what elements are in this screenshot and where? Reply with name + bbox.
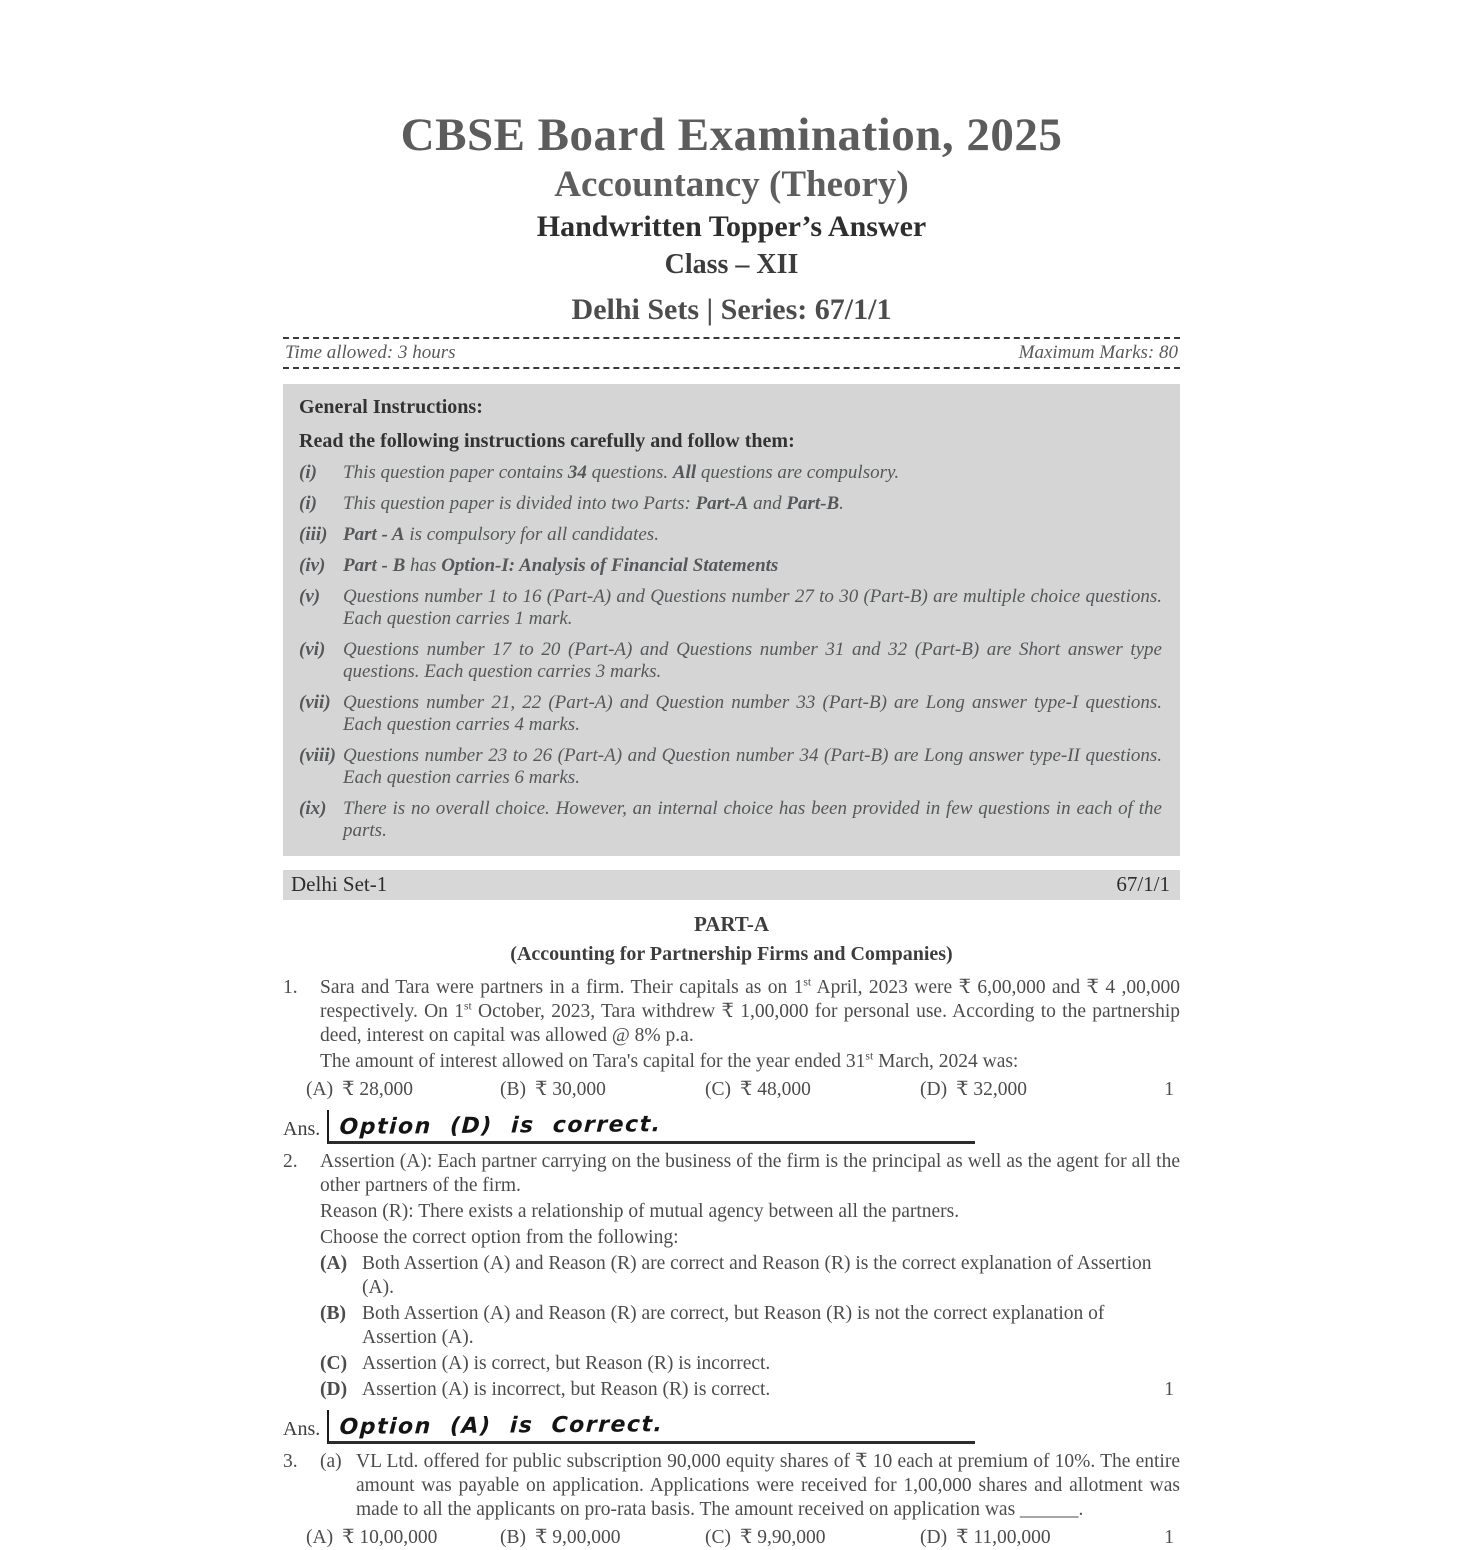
- question-3: [283, 1450, 1180, 1550]
- choice-b: (B) Both Assertion (A) and Reason (R) are correct, but Reason (R) is not the correct explanation of Assertion (A).: [320, 1302, 1180, 1350]
- exam-class: Class – XII: [664, 248, 799, 280]
- instruction-label: (i): [299, 462, 317, 484]
- question-3-text: VL Ltd. offered for public subscription 90,000 equity shares of ₹ 10 each at premium of 10%. The entire amount was payable on application. Applications were received for 1,00,000 shares and allotment was made to all the applicants on pro-rata basis. The amount received on application was ______.: [356, 1451, 1180, 1521]
- instruction-item: [299, 798, 1162, 842]
- exam-subject: Accountancy (Theory): [554, 163, 909, 205]
- instruction-text: Questions number 23 to 26 (Part-A) and Question number 34 (Part-B) are Long answer type-II questions. Each question carries 6 marks.: [343, 745, 1162, 789]
- instruction-text: This question paper is divided into two Parts: Part-A and Part-B.: [343, 493, 844, 515]
- choice-a: (A) Both Assertion (A) and Reason (R) are correct and Reason (R) is the correct explanation of Assertion (A).: [320, 1252, 1180, 1300]
- option-c: (C) ₹ 9,90,000: [705, 1527, 826, 1549]
- question-3-number: 3.: [283, 1451, 298, 1473]
- answer-2-handwriting: Option (A) is Correct.: [339, 1412, 664, 1441]
- instruction-item: [299, 692, 1162, 736]
- instruction-label: (iv): [299, 555, 326, 577]
- question-3-options: [306, 1526, 1180, 1550]
- instruction-item: [299, 639, 1162, 683]
- question-2-stem: Choose the correct option from the following:: [320, 1227, 679, 1249]
- instruction-item: [299, 555, 1162, 577]
- instruction-label: (v): [299, 586, 321, 608]
- part-subtitle: (Accounting for Partnership Firms and Companies): [510, 943, 953, 966]
- question-1-options: [306, 1078, 1180, 1102]
- instruction-text: Part - A is compulsory for all candidates.: [343, 524, 659, 546]
- question-1-body: [306, 975, 1180, 1102]
- instructions-subheading: Read the following instructions carefully and follow them:: [299, 430, 795, 453]
- instruction-item: [299, 493, 1162, 515]
- option-a: (A) ₹ 10,00,000: [306, 1527, 438, 1549]
- choice-d: (D) Assertion (A) is incorrect, but Reason (R) is correct. 1: [320, 1378, 1180, 1402]
- question-1-mark: 1: [1164, 1079, 1174, 1101]
- general-instructions-box: [283, 384, 1180, 856]
- option-d-value: ₹ 32,000: [956, 1079, 1027, 1101]
- instruction-label: (ix): [299, 798, 327, 820]
- question-2-mark: 1: [1164, 1379, 1174, 1401]
- instruction-item: [299, 524, 1162, 546]
- set-name: Delhi Set-1: [291, 871, 388, 896]
- option-c-value: ₹ 48,000: [740, 1079, 811, 1101]
- answer-1-row: [283, 1110, 1180, 1144]
- answer-label: Ans.: [283, 1118, 321, 1141]
- option-b-value: ₹ 9,00,000: [535, 1527, 621, 1549]
- question-1-stem: The amount of interest allowed on Tara's capital for the year ended 31st March, 2024 was:: [320, 1049, 1019, 1073]
- question-1-number: 1.: [283, 977, 298, 999]
- instructions-heading: General Instructions:: [299, 396, 483, 419]
- choice-a-text: Both Assertion (A) and Reason (R) are correct and Reason (R) is the correct explanation of Assertion (A).: [362, 1253, 1152, 1299]
- question-3-body: [306, 1450, 1180, 1550]
- instruction-text: Questions number 17 to 20 (Part-A) and Questions number 31 and 32 (Part-B) are Short answer type questions. Each question carries 3 marks.: [343, 639, 1162, 683]
- question-2: [283, 1150, 1180, 1402]
- option-a-value: ₹ 10,00,000: [342, 1527, 438, 1549]
- answer-1-handwriting: Option (D) is correct.: [339, 1112, 663, 1141]
- choice-c: (C) Assertion (A) is correct, but Reason (R) is incorrect.: [320, 1352, 1180, 1376]
- choice-b-text: Both Assertion (A) and Reason (R) are correct, but Reason (R) is not the correct explanation of Assertion (A).: [362, 1303, 1105, 1349]
- question-1: [283, 976, 1180, 1102]
- title-block: [283, 110, 1180, 327]
- set-bar: [283, 870, 1180, 900]
- instruction-label: (vii): [299, 692, 331, 714]
- question-3-part-a: [320, 1450, 1180, 1522]
- instruction-item: [299, 462, 1162, 484]
- answer-label: Ans.: [283, 1418, 321, 1441]
- instruction-text: Questions number 1 to 16 (Part-A) and Questions number 27 to 30 (Part-B) are multiple choice questions. Each question carries 1 mark.: [343, 586, 1162, 630]
- option-b: (B) ₹ 9,00,000: [500, 1527, 621, 1549]
- question-2-body: [320, 1150, 1180, 1402]
- instruction-text: Questions number 21, 22 (Part-A) and Question number 33 (Part-B) are Long answer type-I questions. Each question carries 4 marks.: [343, 692, 1162, 736]
- option-a-value: ₹ 28,000: [342, 1079, 413, 1101]
- exam-paper-page: [283, 0, 1180, 1550]
- choice-c-text: Assertion (A) is correct, but Reason (R) is incorrect.: [362, 1353, 771, 1375]
- answer-2-line: [327, 1410, 975, 1444]
- time-allowed: Time allowed: 3 hours: [285, 342, 456, 364]
- instruction-item: [299, 586, 1162, 630]
- option-b: (B) ₹ 30,000: [500, 1079, 606, 1101]
- instruction-label: (iii): [299, 524, 328, 546]
- maximum-marks: Maximum Marks: 80: [1018, 342, 1178, 364]
- part-title: PART-A: [693, 912, 770, 937]
- meta-row: [283, 337, 1180, 369]
- question-1-text: Sara and Tara were partners in a firm. Their capitals as on 1st April, 2023 were ₹ 6,00,000 and ₹ 4 ,00,000 respectively. On 1st October, 2023, Tara withdrew ₹ 1,00,000 for personal use. According to the partnership deed, interest on capital was allowed @ 8% p.a.: [320, 975, 1180, 1047]
- question-2-reason: Reason (R): There exists a relationship of mutual agency between all the partners.: [320, 1201, 960, 1223]
- choice-d-text: Assertion (A) is incorrect, but Reason (R) is correct.: [362, 1379, 771, 1401]
- question-2-assertion: Assertion (A): Each partner carrying on the business of the firm is the principal as well as the agent for all the other partners of the firm.: [320, 1151, 1180, 1197]
- set-code: 67/1/1: [1116, 871, 1170, 896]
- answer-1-line: [327, 1110, 975, 1144]
- sub-question-label: (a): [320, 1451, 342, 1473]
- option-a: (A) ₹ 28,000: [306, 1079, 413, 1101]
- question-2-number: 2.: [283, 1151, 298, 1173]
- exam-subtitle: Handwritten Topper’s Answer: [536, 210, 927, 244]
- instruction-text: There is no overall choice. However, an internal choice has been provided in few questions in each of the parts.: [343, 798, 1162, 842]
- question-3-mark: 1: [1164, 1527, 1174, 1549]
- option-d-value: ₹ 11,00,000: [956, 1527, 1051, 1549]
- instruction-text: This question paper contains 34 questions. All questions are compulsory.: [343, 462, 900, 484]
- option-c-value: ₹ 9,90,000: [740, 1527, 826, 1549]
- answer-2-row: [283, 1410, 1180, 1444]
- exam-title: CBSE Board Examination, 2025: [400, 109, 1063, 161]
- exam-series: Delhi Sets | Series: 67/1/1: [571, 292, 892, 326]
- option-d: (D) ₹ 32,000: [920, 1079, 1027, 1101]
- option-c: (C) ₹ 48,000: [705, 1079, 811, 1101]
- instruction-item: [299, 745, 1162, 789]
- option-d: (D) ₹ 11,00,000: [920, 1527, 1051, 1549]
- instruction-label: (viii): [299, 745, 336, 767]
- instruction-label: (vi): [299, 639, 326, 661]
- instruction-label: (i): [299, 493, 317, 515]
- option-b-value: ₹ 30,000: [535, 1079, 606, 1101]
- instruction-text: Part - B has Option-I: Analysis of Financial Statements: [343, 555, 779, 577]
